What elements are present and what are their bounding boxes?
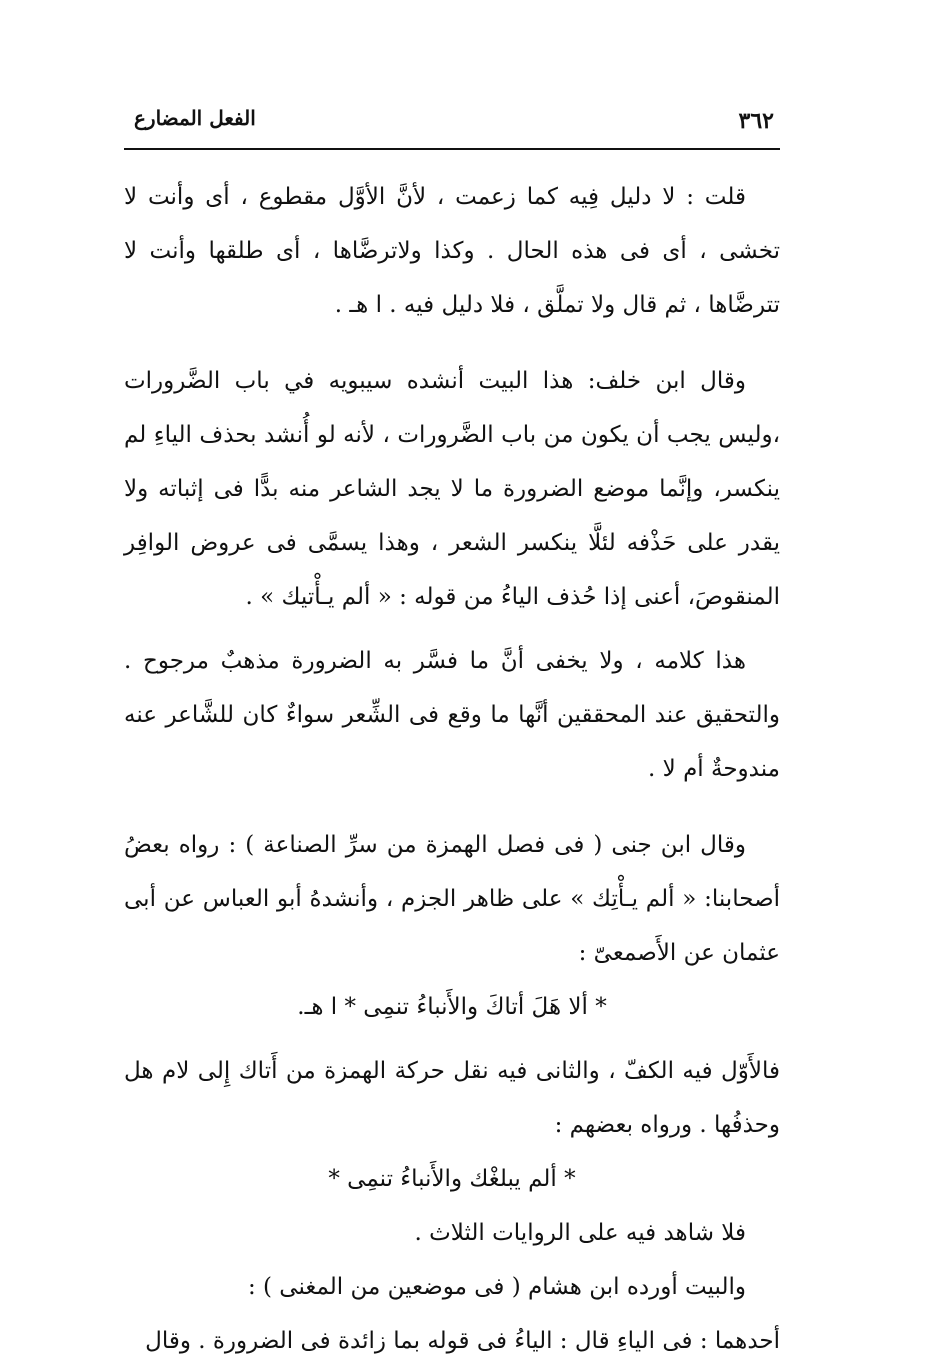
paragraph-3: هذا كلامه ، ولا يخفى أنَّ ما فسَّر به الضرورة مذهبٌ مرجوح . والتحقيق عند المحققين أنَّها ما وقع فى الشِّعر سواءٌ كان للشَّاعر عنه مندوحةٌ أم لا .	[124, 648, 780, 782]
paragraph-gap	[124, 1034, 780, 1044]
paragraph-5: فالأَوّل فيه الكفّ ، والثانى فيه نقل حركة الهمزة من أَتاك إِلى لام هل وحذفُها . ورواه بعضهم :	[124, 1058, 780, 1138]
paragraph-2: وقال ابن خلف: هذا البيت أنشده سيبويه في باب الضَّرورات ،وليس يجب أن يكون من باب الضَّرورات ، لأنه لو أُنشد بحذف الياءِ لم ينكسر، وإنَّما موضع الضرورة ما لا يجد الشاعر منه بدًّا فى إثباته ولا يقدر على حَذْفه لئلَّا ينكسر الشعر ، وهذا يسمَّى فى عروض الوافِر المنقوصَ، أعنى إذا حُذف الياءُ من قوله : « ألم يـأْتيك » .	[124, 368, 780, 610]
paragraph-6: فلا شاهد فيه على الروايات الثلاث .	[414, 1220, 746, 1246]
paragraph-7: والبيت أورده ابن هشام ( فى موضعين من المغنى ) :	[247, 1274, 746, 1300]
paragraph-1: قلت : لا دليل فِيه كما زعمت ، لأنَّ الأوَّل مقطوع ، أى وأنت لا تخشى ، أى فى هذه الحال . وكذا ولاترضَّاها ، أى طلقها وأنت لا تترضَّاها ، ثم قال ولا تملَّق ، فلا دليل فيه . ا هـ .	[124, 184, 780, 318]
paragraph-4: وقال ابن جنى ( فى فصل الهمزة من سرِّ الصناعة ) : رواه بعضُ أصحابنا: « ألم يـأْتِك » على ظاهر الجزم ، وأنشدهُ أبو العباس عن أبى عثمان عن الأَصمعىّ :	[124, 832, 780, 966]
page-number: ٣٦٢	[738, 108, 774, 134]
paragraph-gap	[124, 796, 780, 818]
paragraph-gap	[124, 332, 780, 354]
paragraph-8: أحدهما : فى الياءِ قال : الياءُ فى قوله بما زائدة فى الضرورة . وقال	[145, 1328, 780, 1354]
verse-2: * ألم يبلغْك والأَنباءُ تنمِى *	[328, 1166, 576, 1192]
verse-1: * ألا هَلَ أتاكَ والأَنباءُ تنمِى * ا هـ.	[297, 994, 607, 1020]
page-header	[124, 98, 780, 150]
running-title: الفعل المضارع	[134, 106, 256, 130]
body-text	[124, 170, 780, 1368]
paragraph-gap	[124, 624, 780, 634]
